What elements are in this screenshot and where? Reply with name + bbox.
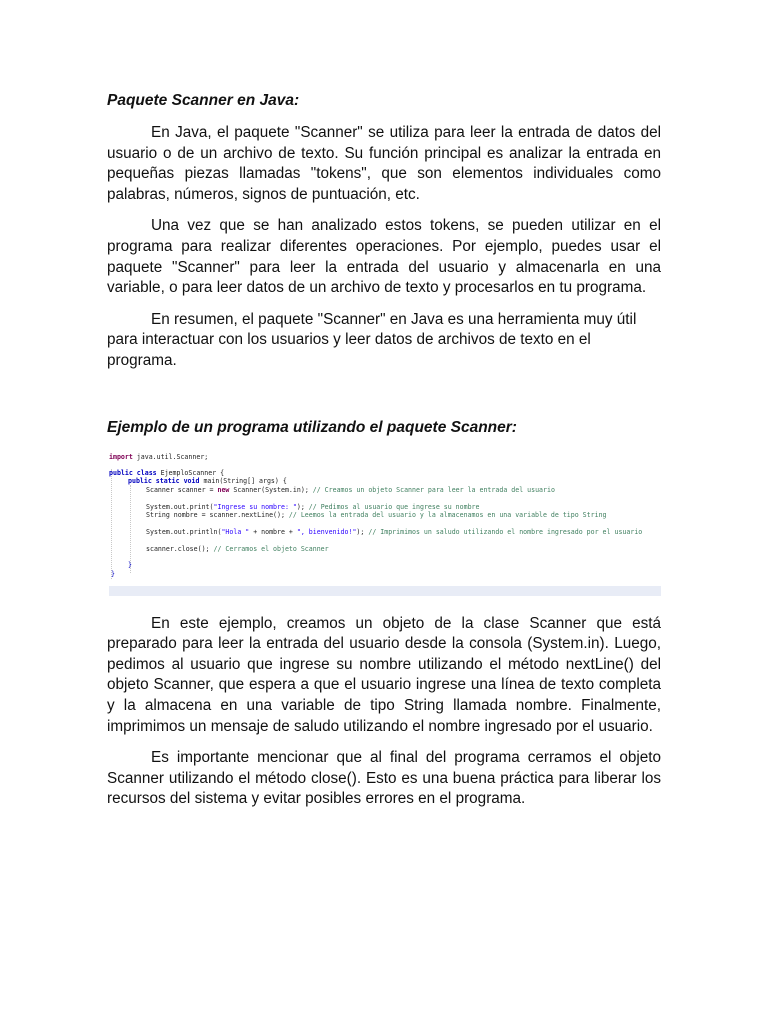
- code-line-print: System.out.print("Ingrese su nombre: "); // Pedimos al usuario que ingrese su nombre: [146, 502, 480, 511]
- section-spacer: [107, 383, 661, 419]
- code-screenshot: [109, 450, 661, 596]
- code-line-close-main: }: [128, 560, 132, 569]
- code-line-close-class: }: [111, 569, 115, 578]
- code-line-import: import java.util.Scanner;: [109, 452, 209, 461]
- document-content: [107, 92, 661, 821]
- code-line-scanner-init: Scanner scanner = new Scanner(System.in); // Creamos un objeto Scanner para leer la entrada del usuario: [146, 485, 555, 494]
- code-editor-bottom-bar: [109, 586, 661, 596]
- paragraph-intro: En Java, el paquete "Scanner" se utiliza para leer la entrada de datos del usuario o de un archivo de texto. Su función principal es analizar la entrada en pequeñas piezas llamadas "tokens", que son elementos individuales como palabras, números, signos de puntuación, etc.: [107, 124, 661, 203]
- section-heading-example: Ejemplo de un programa utilizando el paquete Scanner:: [107, 418, 517, 436]
- code-indent-guide: [130, 485, 131, 573]
- paragraph-tokens: Una vez que se han analizado estos tokens, se pueden utilizar en el programa para realizar diferentes operaciones. Por ejemplo, puedes usar el paquete "Scanner" para leer la entrada del usuario y almacenarla en una variable, o para leer datos de un archivo de texto y procesarlos en tu programa.: [107, 217, 661, 297]
- code-indent-guide: [111, 469, 112, 579]
- code-line-main: public static void main(String[] args) {: [128, 476, 287, 485]
- code-line-nextline: String nombre = scanner.nextLine(); // Leemos la entrada del usuario y la almacenamos en una variable de tipo String: [146, 510, 607, 519]
- paragraph-close-note: Es importante mencionar que al final del programa cerramos el objeto Scanner utilizando el método close(). Esto es una buena práctica para liberar los recursos del sistema y evitar posibles errores en el programa.: [107, 749, 661, 808]
- code-line-class: public class EjemploScanner {: [109, 468, 225, 477]
- paragraph-summary: En resumen, el paquete "Scanner" en Java es una herramienta muy útil para interactuar con los usuarios y leer datos de archivos de texto en el programa.: [107, 310, 637, 369]
- code-line-println: System.out.println("Hola " + nombre + ", bienvenido!"); // Imprimimos un saludo utilizando el nombre ingresado por el usuario: [146, 527, 643, 536]
- paragraph-explanation: En este ejemplo, creamos un objeto de la clase Scanner que está preparado para leer la entrada del usuario desde la consola (System.in). Luego, pedimos al usuario que ingrese su nombre utilizando el método nextLine() del objeto Scanner, que espera a que el usuario ingrese una línea de texto completa y la almacena en una variable de tipo String llamada nombre. Finalmente, imprimimos un mensaje de saludo utilizando el nombre ingresado por el usuario.: [107, 614, 661, 735]
- section-heading-scanner: Paquete Scanner en Java:: [107, 92, 300, 109]
- code-line-close: scanner.close(); // Cerramos el objeto Scanner: [146, 544, 329, 553]
